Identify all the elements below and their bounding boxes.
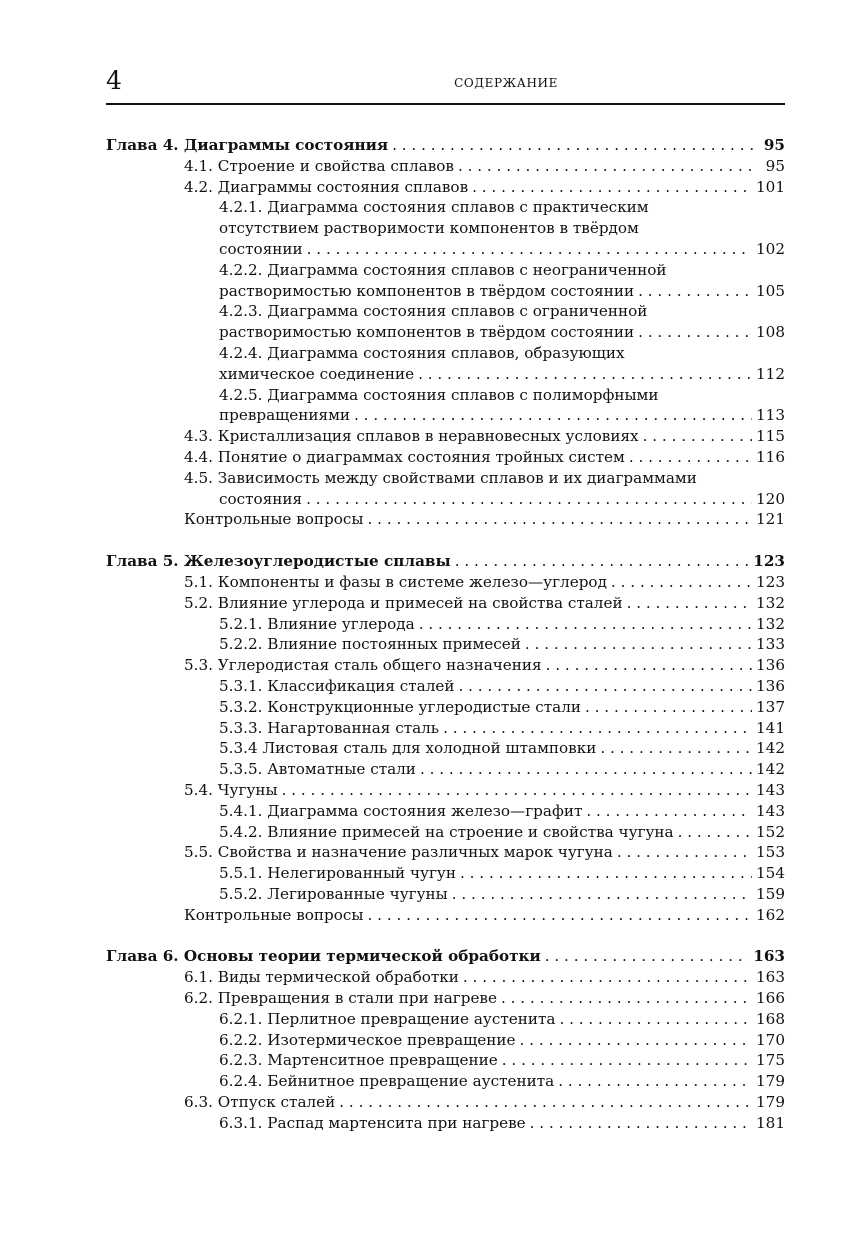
dot-leader [678, 822, 752, 843]
toc-entry[interactable] [106, 1050, 785, 1071]
dot-leader [452, 884, 752, 905]
entry-title: 5.3. Углеродистая сталь общего назначения [184, 656, 542, 675]
dot-leader [443, 718, 752, 739]
dot-leader [420, 759, 752, 780]
running-title: СОДЕРЖАНИЕ [454, 76, 558, 90]
entry-title: 6.3.1. Распад мартенсита при нагреве [219, 1113, 526, 1132]
page-ref: 163 [753, 947, 785, 966]
toc-entry[interactable] [106, 863, 785, 884]
page-ref: 95 [763, 136, 785, 154]
dot-leader [530, 1113, 752, 1134]
page-ref: 143 [756, 801, 785, 820]
entry-title: 5.3.5. Автоматные стали [219, 760, 416, 779]
entry-title: 6.2. Превращения в стали при нагреве [184, 989, 497, 1008]
entry-title: 5.5. Свойства и назначение различных марок чугуна [184, 843, 613, 862]
dot-leader [339, 1092, 752, 1113]
entry-title: 5.5.1. Нелегированный чугун [219, 864, 456, 883]
page-ref: 179 [756, 1072, 785, 1091]
page-ref: 175 [756, 1051, 785, 1070]
toc-entry[interactable] [106, 593, 785, 614]
dot-leader [586, 801, 752, 822]
toc-entry[interactable] [106, 447, 785, 468]
toc-entry[interactable] [106, 239, 785, 260]
dot-leader [463, 967, 752, 988]
page-ref: 123 [753, 552, 785, 571]
dot-leader [520, 1030, 752, 1051]
page-ref: 101 [756, 177, 785, 196]
page-ref: 168 [756, 1009, 785, 1028]
entry-title: 4.3. Кристаллизация сплавов в неравновесных условиях [184, 427, 639, 446]
entry-title: 5.3.2. Конструкционные углеродистые стали [219, 697, 581, 716]
page-number: 4 [106, 66, 122, 95]
toc-entry[interactable] [106, 718, 785, 739]
chapter-title: Глава 4. Диаграммы состояния [106, 136, 389, 154]
entry-title: 4.4. Понятие о диаграммах состояния тройных систем [184, 447, 625, 466]
toc-entry-line: 4.2.3. Диаграмма состояния сплавов с ограниченной [219, 302, 648, 321]
table-of-contents [106, 135, 785, 1155]
entry-title: 4.2. Диаграммы состояния сплавов [184, 177, 469, 196]
toc-entry[interactable] [106, 801, 785, 822]
toc-entry[interactable] [106, 426, 785, 447]
entry-title: состоянии [219, 239, 303, 258]
dot-leader [638, 322, 752, 343]
dot-leader [600, 738, 752, 759]
entry-title: состояния [219, 489, 303, 508]
page-ref: 162 [756, 905, 785, 924]
page-ref: 142 [756, 739, 785, 758]
entry-title: 4.1. Строение и свойства сплавов [184, 156, 454, 175]
entry-title: 5.1. Компоненты и фазы в системе железо—углерод [184, 572, 607, 591]
dot-leader [472, 177, 752, 198]
dot-leader [455, 551, 750, 572]
page-ref: 166 [756, 989, 785, 1008]
page-ref: 136 [756, 656, 785, 675]
toc-entry[interactable] [106, 1030, 785, 1051]
toc-entry[interactable] [106, 967, 785, 988]
page-ref: 179 [756, 1093, 785, 1112]
toc-entry-line: отсутствием растворимости компонентов в твёрдом [219, 219, 639, 238]
toc-entry[interactable] [106, 614, 785, 635]
dot-leader [418, 364, 752, 385]
page-ref: 132 [756, 593, 785, 612]
entry-title: 6.2.3. Мартенситное превращение [219, 1051, 498, 1070]
dot-leader [458, 676, 752, 697]
entry-title: превращениями [219, 406, 351, 425]
chapter-heading[interactable] [106, 946, 785, 967]
entry-title: растворимостью компонентов в твёрдом состоянии [219, 281, 635, 300]
page-ref: 113 [756, 406, 785, 425]
entry-title: 5.5.2. Легированные чугуны [219, 884, 448, 903]
toc-entry[interactable] [106, 322, 785, 343]
toc-entry[interactable] [106, 884, 785, 905]
dot-leader [627, 593, 752, 614]
toc-entry[interactable] [106, 281, 785, 302]
dot-leader [617, 842, 752, 863]
dot-leader [354, 405, 752, 426]
dot-leader [458, 156, 755, 177]
toc-entry[interactable] [106, 676, 785, 697]
chapter-heading[interactable] [106, 551, 785, 572]
page-ref: 120 [756, 489, 785, 508]
entry-title: растворимостью компонентов в твёрдом состоянии [219, 323, 635, 342]
entry-title: 5.4. Чугуны [184, 780, 278, 799]
dot-leader [545, 946, 750, 967]
page-ref: 115 [756, 427, 785, 446]
page-ref: 112 [756, 364, 785, 383]
dot-leader [419, 614, 752, 635]
toc-entry[interactable] [106, 177, 785, 198]
entry-title: 6.1. Виды термической обработки [184, 968, 459, 987]
dot-leader [282, 780, 752, 801]
dot-leader [585, 697, 752, 718]
page-ref: 143 [756, 780, 785, 799]
page-ref: 137 [756, 697, 785, 716]
toc-entry-line: 4.5. Зависимость между свойствами сплавов и их диаграммами [184, 468, 697, 487]
page-ref: 163 [756, 968, 785, 987]
toc-entry[interactable] [106, 156, 785, 177]
toc-entry[interactable] [106, 405, 785, 426]
page-ref: 95 [765, 156, 785, 175]
entry-title: 5.3.4 Листовая сталь для холодной штамповки [219, 739, 597, 758]
page-ref: 159 [756, 884, 785, 903]
entry-title: 5.2.1. Влияние углерода [219, 614, 415, 633]
toc-entry[interactable] [106, 1113, 785, 1134]
dot-leader [502, 1050, 752, 1071]
toc-entry[interactable] [106, 364, 785, 385]
dot-leader [306, 489, 752, 510]
toc-entry[interactable] [106, 822, 785, 843]
page-ref: 141 [756, 718, 785, 737]
page-ref: 181 [756, 1113, 785, 1132]
toc-entry[interactable] [106, 842, 785, 863]
page-ref: 116 [756, 447, 785, 466]
chapter-heading[interactable] [106, 135, 785, 156]
dot-leader [638, 281, 752, 302]
entry-title: 5.2. Влияние углерода и примесей на свойства сталей [184, 593, 623, 612]
entry-title: 5.4.2. Влияние примесей на строение и свойства чугуна [219, 822, 674, 841]
dot-leader [460, 863, 752, 884]
entry-title: 6.2.2. Изотермическое превращение [219, 1030, 516, 1049]
page-ref: 153 [756, 843, 785, 862]
toc-entry[interactable] [106, 572, 785, 593]
page-ref: 136 [756, 676, 785, 695]
dot-leader [392, 135, 755, 156]
dot-leader [368, 905, 752, 926]
dot-leader [611, 572, 752, 593]
dot-leader [368, 509, 752, 530]
page-ref: 105 [756, 281, 785, 300]
dot-leader [546, 655, 752, 676]
toc-entry[interactable] [106, 988, 785, 1009]
page-ref: 170 [756, 1030, 785, 1049]
toc-entry[interactable] [106, 1009, 785, 1030]
page-ref: 132 [756, 614, 785, 633]
page-ref: 133 [756, 635, 785, 654]
header-rule [106, 103, 785, 105]
toc-entry-line: 4.2.1. Диаграмма состояния сплавов с практическим [219, 198, 649, 217]
chapter-section [106, 551, 785, 925]
toc-entry[interactable] [106, 759, 785, 780]
toc-entry[interactable] [106, 634, 785, 655]
entry-title: 5.2.2. Влияние постоянных примесей [219, 635, 521, 654]
page-ref: 142 [756, 760, 785, 779]
entry-title: 6.3. Отпуск сталей [184, 1093, 336, 1112]
page-ref: 152 [756, 822, 785, 841]
toc-entry[interactable] [106, 489, 785, 510]
page-ref: 108 [756, 323, 785, 342]
toc-entry-line: 4.2.5. Диаграмма состояния сплавов с полиморфными [219, 385, 659, 404]
dot-leader [643, 426, 752, 447]
entry-title: 5.4.1. Диаграмма состояния железо—графит [219, 801, 583, 820]
entry-title: 5.3.1. Классификация сталей [219, 676, 455, 695]
page-ref: 123 [756, 572, 785, 591]
toc-entry[interactable] [106, 655, 785, 676]
entry-title: Контрольные вопросы [184, 510, 364, 529]
dot-leader [525, 634, 752, 655]
entry-title: 6.2.1. Перлитное превращение аустенита [219, 1009, 556, 1028]
toc-entry-line: 4.2.2. Диаграмма состояния сплавов с неограниченной [219, 260, 667, 279]
toc-entry[interactable] [106, 1071, 785, 1092]
toc-entry[interactable] [106, 780, 785, 801]
toc-entry-line: 4.2.4. Диаграмма состояния сплавов, образующих [219, 343, 625, 362]
dot-leader [559, 1009, 752, 1030]
dot-leader [501, 988, 752, 1009]
chapter-section [106, 946, 785, 1133]
page-ref: 154 [756, 864, 785, 883]
toc-entry[interactable] [106, 905, 785, 926]
dot-leader [558, 1071, 752, 1092]
page-ref: 102 [756, 239, 785, 258]
dot-leader [307, 239, 752, 260]
toc-entry[interactable] [106, 697, 785, 718]
chapter-title: Глава 6. Основы теории термической обработки [106, 947, 541, 966]
page-ref: 121 [756, 510, 785, 529]
entry-title: 6.2.4. Бейнитное превращение аустенита [219, 1072, 555, 1091]
chapter-section [106, 135, 785, 530]
dot-leader [629, 447, 752, 468]
toc-entry[interactable] [106, 509, 785, 530]
toc-entry[interactable] [106, 738, 785, 759]
entry-title: 5.3.3. Нагартованная сталь [219, 718, 440, 737]
toc-entry[interactable] [106, 1092, 785, 1113]
entry-title: химическое соединение [219, 364, 415, 383]
entry-title: Контрольные вопросы [184, 905, 364, 924]
chapter-title: Глава 5. Железоуглеродистые сплавы [106, 552, 451, 571]
